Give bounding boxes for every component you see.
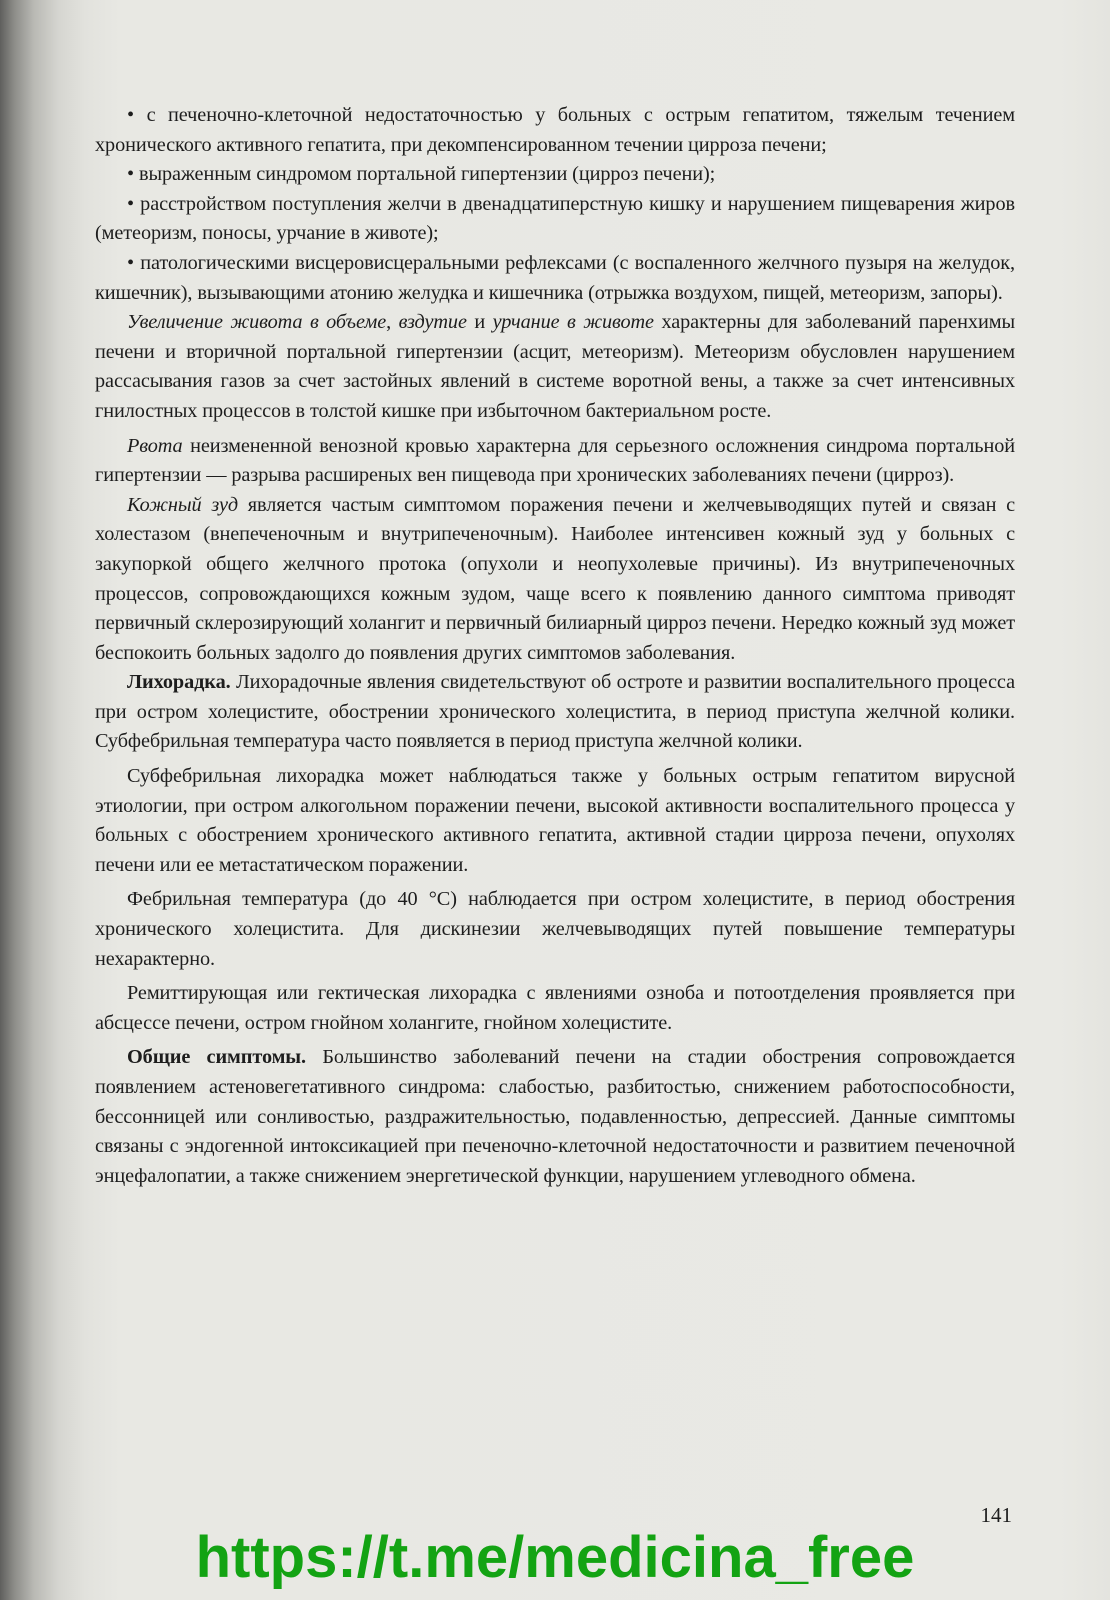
bullet-text: • выраженным синдромом портальной гипертензии (цирроз печени); (127, 163, 716, 186)
italic-term: Кожный зуд (127, 493, 238, 516)
bullet-item-portal-hypertension (95, 160, 1015, 190)
bullet-item-reflexes (95, 249, 1015, 308)
paragraph-text: Ремиттирующая или гектическая лихорадка с явлениями озноба и потоотделения проявляется при абсцессе печени, остром гнойном холангите, гнойном холецистите. (95, 982, 1015, 1034)
paragraph-text: Субфебрильная лихорадка может наблюдаться также у больных острым гепатитом вирусной этиологии, при остром алкогольном поражении печени, высокой активности воспалительного процесса у больных с обострением хронического активного гепатита, активной стадии цирроза печени, опухолях печени или ее метастатическом поражении. (95, 765, 1015, 876)
paragraph-text: , (386, 311, 399, 334)
paragraph-remittent (95, 979, 1015, 1038)
paragraph-abdominal-enlargement (95, 308, 1015, 426)
bold-heading: Лихорадка. (127, 671, 231, 694)
paragraph-text: характерны для заболеваний паренхимы печени и вторичной портальной гипертензии (асцит, метеоризм). Метеоризм обусловлен нарушением рассасывания газов за счет застойных явлений в системе воротной вены, а также за счет интенсивных гнилостных процессов в толстой кишке при избыточном бактериальном росте. (95, 311, 1015, 422)
italic-term: Увеличение живота в объеме (127, 311, 387, 334)
italic-term: урчание в животе (492, 311, 654, 334)
paragraph-text: неизмененной венозной кровью характерна для серьезного осложнения синдрома портальной гипертензии — разрыва расширеных вен пищевода при хронических заболеваниях печени (цирроз). (95, 434, 1015, 487)
paragraph-text: является частым симптомом поражения печени и желчевыводящих путей и связан с холестазом (внепеченочным и внутрипеченочным). Наиболее интенсивен кожный зуд у больных с закупоркой общего желчного протока (опухоли и неопухолевые причины). Из внутрипеченочных процессов, сопровождающихся кожным зудом, чаще всего к появлению данного симптома приводят первичный склерозирующий холангит и первичный билиарный цирроз печени. Нередко кожный зуд может беспокоить больных задолго до появления других симптомов заболевания. (95, 493, 1016, 664)
bullet-item-bile-flow (95, 190, 1015, 249)
bullet-text: • патологическими висцеровисцеральными рефлексами (с воспаленного желчного пузыря на желудок, кишечник), вызывающими атонию желудка и кишечника (отрыжка воздухом, пищей, метеоризм, запоры). (95, 251, 1015, 304)
bold-heading: Общие симптомы. (127, 1046, 307, 1069)
bullet-text: • с печеночно-клеточной недостаточностью у больных с острым гепатитом, тяжелым течением хронического активного гепатита, при декомпенсированном течении цирроза печени; (95, 104, 1015, 156)
bullet-text: • расстройством поступления желчи в двенадцатиперстную кишку и нарушением пищеварения жиров (метеоризм, поносы, урчание в животе); (95, 192, 1015, 245)
paragraph-febrile (95, 885, 1015, 974)
italic-term: Рвота (127, 434, 183, 457)
paragraph-subfebrile (95, 762, 1015, 880)
bullet-item-hepatocellular (95, 101, 1015, 160)
italic-term: вздутие (398, 311, 467, 334)
paragraph-text: Лихорадочные явления свидетельствуют об остроте и развитии воспалительного процесса при остром холецистите, обострении хронического холецистита, в период приступа желчной колики. Субфебрильная температура часто появляется в период приступа желчной колики. (95, 671, 1015, 753)
paragraph-text: и (466, 311, 493, 334)
page-number: 141 (980, 1503, 1012, 1527)
paragraph-itching (95, 491, 1015, 669)
paragraph-general-symptoms (95, 1043, 1015, 1191)
paragraph-text: Фебрильная температура (до 40 °С) наблюдается при остром холецистите, в период обострения хронического холецистита. Для дискинезии желчевыводящих путей повышение температуры нехарактерно. (95, 888, 1015, 970)
body-text (95, 101, 1015, 1191)
paragraph-vomiting (95, 432, 1015, 491)
watermark-link: https://t.me/medicina_free (195, 1525, 915, 1590)
paragraph-text: Большинство заболеваний печени на стадии обострения сопровождается появлением астеновегетативного синдрома: слабостью, разбитостью, снижением работоспособности, бессонницей или сонливостью, раздражительностью, подавленностью, депрессией. Данные симптомы связаны с эндогенной интоксикацией при печеночно-клеточной недостаточности и развитием печеночной энцефалопатии, а также снижением энергетической функции, нарушением углеводного обмена. (95, 1046, 1015, 1187)
paragraph-fever (95, 668, 1015, 757)
